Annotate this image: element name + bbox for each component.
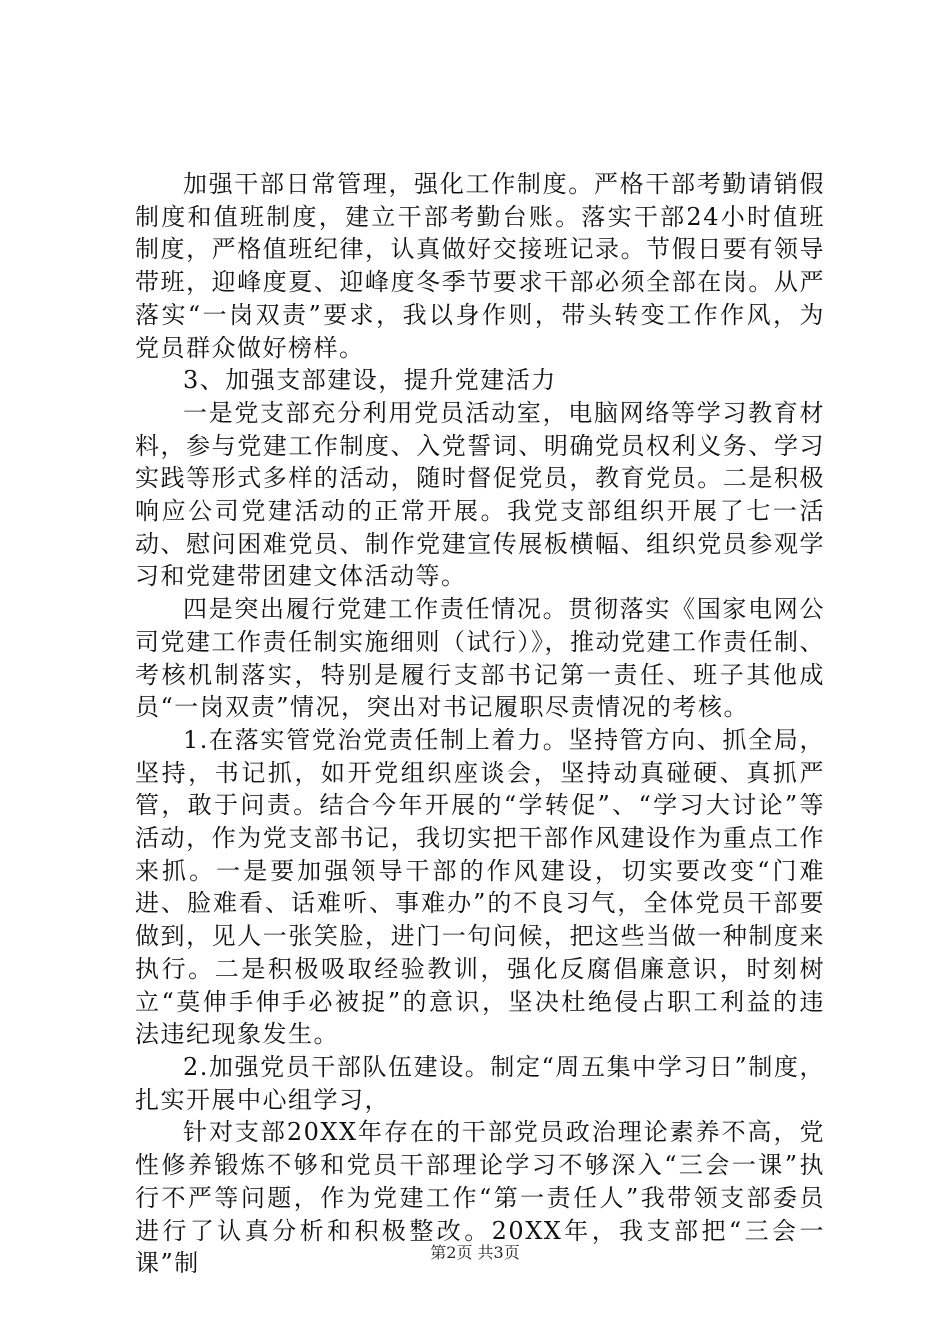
page-number-footer: 第2页 共3页 — [430, 1243, 520, 1262]
document-body — [135, 168, 825, 1280]
section-heading-branch-building: 3、加强支部建设，提升党建活力 — [183, 366, 557, 395]
paragraph-rectification: 针对支部20XX年存在的干部党员政治理论素养不高，党性修养锻炼不够和党员干部理论学习不够深入“三会一课”执行不严等问题，作为党建工作“第一责任人”我带领支部委员进行了认真分析和积极整改。20XX年，我支部把“三会一课”制 — [135, 1118, 825, 1278]
paragraph-item-1: 1.在落实管党治党责任制上着力。坚持管方向、抓全局，坚持，书记抓，如开党组织座谈会，坚持动真碰硬、真抓严管，敢于问责。结合今年开展的“学转促”、“学习大讨论”等活动，作为党支部书记，我切实把干部作风建设作为重点工作来抓。一是要加强领导干部的作风建设，切实要改变“门难进、脸难看、话难听、事难办”的不良习气，全体党员干部要做到，见人一张笑脸，进门一句问候，把这些当做一种制度来执行。二是积极吸取经验教训，强化反腐倡廉意识，时刻树立“莫伸手伸手必被捉”的意识，坚决杜绝侵占职工利益的违法违纪现象发生。 — [135, 725, 825, 1049]
paragraph-item-2: 2.加强党员干部队伍建设。制定“周五集中学习日”制度，扎实开展中心组学习， — [135, 1052, 825, 1114]
paragraph-cadre-management: 加强干部日常管理，强化工作制度。严格干部考勤请销假制度和值班制度，建立干部考勤台账。落实干部24小时值班制度，严格值班纪律，认真做好交接班记录。节假日要有领导带班，迎峰度夏、迎峰度冬季节要求干部必须全部在岗。从严落实“一岗双责”要求，我以身作则，带头转变工作作风，为党员群众做好榜样。 — [135, 170, 825, 362]
paragraph-branch-activities: 一是党支部充分利用党员活动室，电脑网络等学习教育材料，参与党建工作制度、入党誓词、明确党员权利义务、学习实践等形式多样的活动，随时督促党员，教育党员。二是积极响应公司党建活动的正常开展。我党支部组织开展了七一活动、慰问困难党员、制作党建宣传展板横幅、组织党员参观学习和党建带团建文体活动等。 — [135, 398, 825, 591]
paragraph-responsibility: 四是突出履行党建工作责任情况。贯彻落实《国家电网公司党建工作责任制实施细则（试行）》，推动党建工作责任制、考核机制落实，特别是履行支部书记第一责任、班子其他成员“一岗双责”情况，突出对书记履职尽责情况的考核。 — [135, 595, 825, 722]
